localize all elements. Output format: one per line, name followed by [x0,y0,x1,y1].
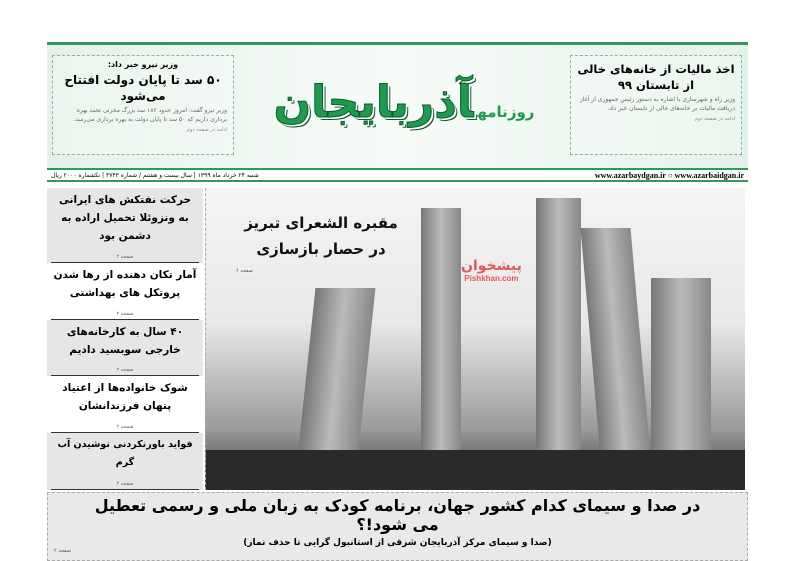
item-title: فواید باورنکردنی نوشیدن آب گرم [57,439,193,469]
list-item[interactable] [47,188,203,263]
newspaper-front-page [47,42,748,561]
item-title: شوک خانواده‌ها از اعتیاد پنهان فرزندانشان [62,382,188,413]
watermark-text: پیشخوان [461,258,522,274]
list-item[interactable] [47,376,203,433]
right-teaser-box[interactable] [570,55,742,155]
bottom-story[interactable] [47,492,748,561]
list-item[interactable] [47,433,203,490]
date-bar [47,168,748,182]
bottom-subheadline: (صدا و سیمای مرکز آذربایجان شرقی از استانبول گرایی تا حذف نماز) [243,538,552,548]
page-ref: صفحه ۲ [51,423,199,433]
logo-text: آذربایجان [273,77,474,128]
page-ref: صفحه ۲ [51,480,199,490]
page-ref: صفحه ۲ [51,253,199,263]
website-link[interactable]: www.azarbaidgan.ir [674,170,744,180]
headline-line: مقبره الشعرای تبریز [244,214,398,232]
monument-shape [581,228,652,468]
teaser-kicker: وزیر نیرو خبر داد: [107,60,179,69]
teaser-body: وزیر راه و شهرسازی با اشاره به دستور رئیس جمهوری از آغاز دریافت مالیات بر خانه‌های خالی از تابستان خبر داد. [579,96,735,112]
masthead [47,42,748,168]
website-link[interactable]: www.azarbaydgan.ir [594,170,666,180]
photo-headline[interactable] [226,210,416,262]
newspaper-logo [241,53,567,163]
left-column [47,188,203,490]
logo-prefix: روزنامه [477,103,535,121]
monument-shape [421,208,461,468]
page-ref: صفحه ۶ [236,268,253,274]
watermark [461,258,522,283]
websites: www.azarbaydgan.ir ○ www.azarbaidgan.ir [594,170,744,180]
list-item[interactable] [47,263,203,320]
page-ref: صفحه ۲ [51,366,199,376]
teaser-ref: ادامه در صفحه دوم [694,116,735,122]
item-title: ۴۰ سال به کارخانه‌های خارجی سوبسید دادیم [66,325,184,356]
teaser-ref: ادامه در صفحه دوم [186,127,227,133]
teaser-headline: اخذ مالیات از خانه‌های خالی از تابستان ۹۹ [577,62,735,92]
monument-shape [297,288,376,468]
list-item[interactable] [47,320,203,377]
bottom-headline: در صدا و سیمای کدام کشور جهان، برنامه کودک به زبان ملی و رسمی تعطیل می شود!؟ [94,496,701,534]
headline-line: در حصار بازسازی [256,240,386,258]
issue-info: شنبه ۲۴ خرداد ماه ۱۳۹۹ | سال بیست و هشتم / شماره ۳۷۴۳ | تکشماره ۲۰۰۰ ریال [51,171,259,179]
left-teaser-box[interactable] [52,55,234,155]
teaser-headline: ۵۰ سد تا پایان دولت افتتاح می‌شود [64,73,222,103]
page-ref: صفحه ۲ [54,548,71,554]
page-ref: صفحه ۲ [51,310,199,320]
monument-shape [536,198,581,468]
main-photo[interactable] [205,188,745,490]
item-title: آمار تکان دهنده از رها شدن پروتکل های بهداشتی [53,268,197,299]
ground [206,450,745,490]
teaser-body: وزیر نیرو گفت: امروز حدود ۱۸۶ سد بزرگ مخزنی تحت بهره برداری داریم که ۵۰ سد تا پایان دولت به بهره برداری می‌رسد. [73,107,227,123]
item-title: حرکت نفتکش های ایرانی به ونزوئلا تحمیل اراده به دشمن بود [58,194,192,242]
watermark-url: Pishkhan.com [464,274,519,283]
monument-shape [651,278,711,468]
